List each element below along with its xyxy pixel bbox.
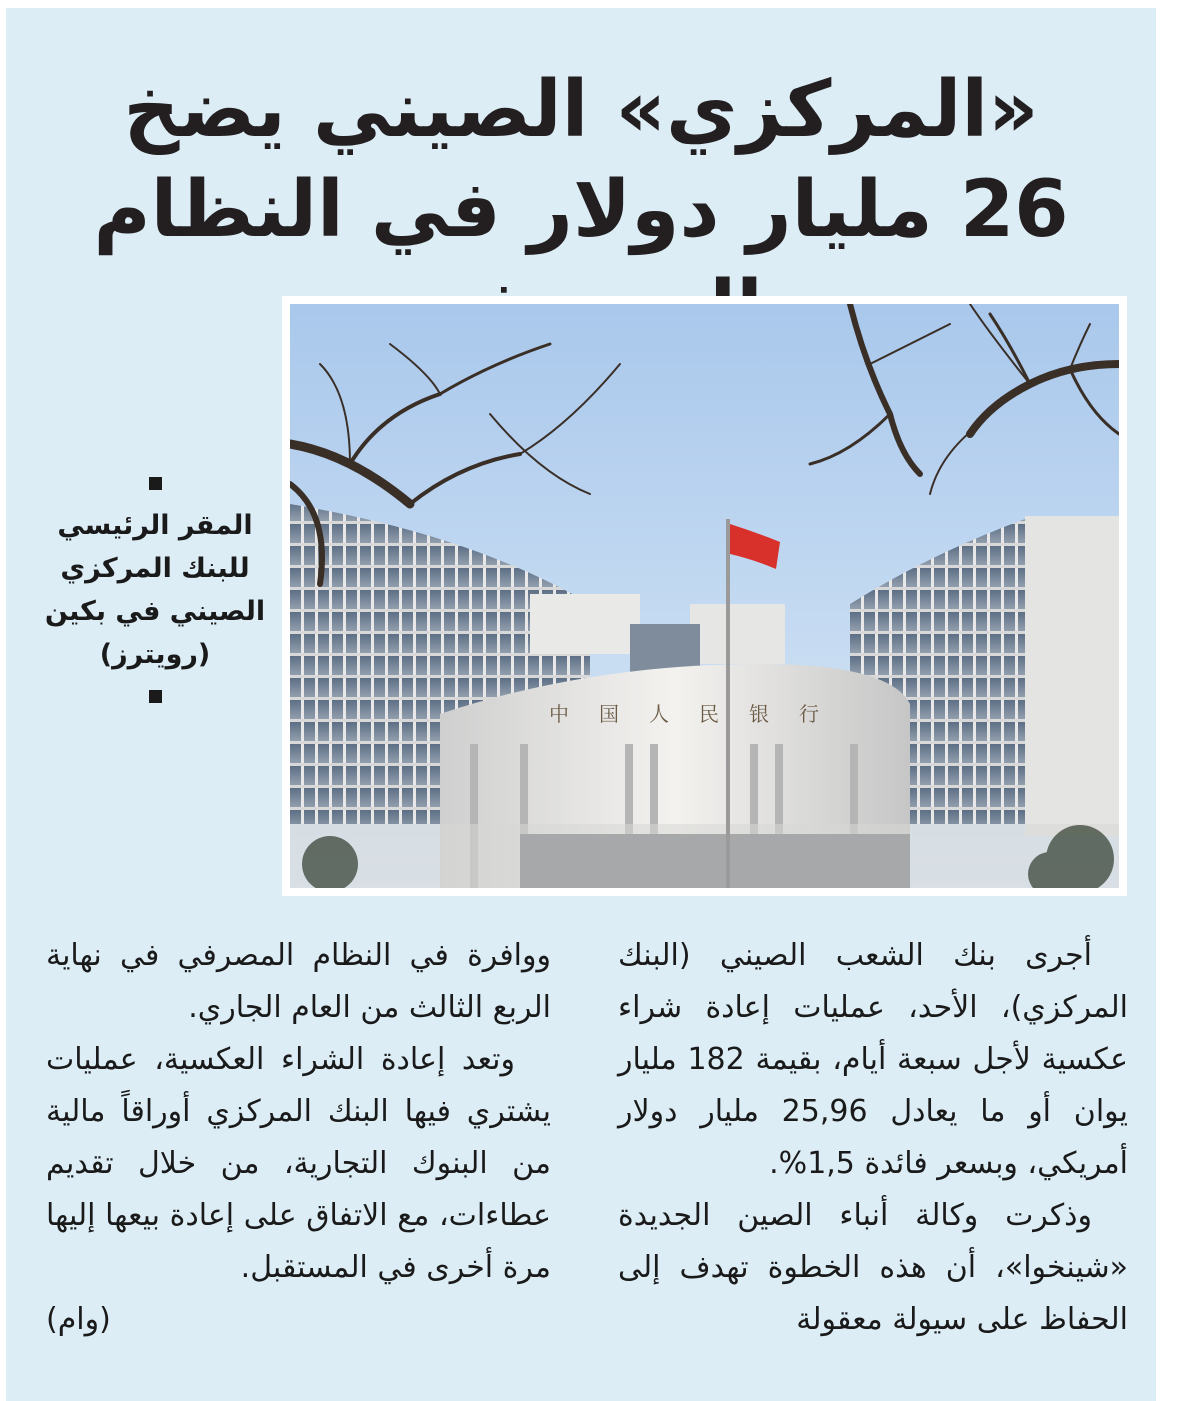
building-sign: 中国人民银行 [549, 702, 849, 726]
paragraph-3: ووافرة في النظام المصرفي في نهاية الربع الثالث من العام الجاري. [46, 938, 551, 1025]
caption-bullet-bottom [149, 690, 162, 703]
central-bank-photo [290, 304, 1119, 888]
caption-line-3: الصيني في بكين [44, 596, 266, 627]
photo-caption [40, 463, 270, 717]
caption-bullet-top [149, 477, 162, 490]
article-column-left [46, 930, 551, 1346]
paragraph-2: وذكرت وكالة أنباء الصين الجديدة «شينخوا»، أن هذه الخطوة تهدف إلى الحفاظ على سيولة معقولة [618, 1198, 1128, 1337]
paragraph-1: أجرى بنك الشعب الصيني (البنك المركزي)، الأحد، عمليات إعادة شراء عكسية لأجل سبعة أيام، بقيمة 182 مليار يوان أو ما يعادل 25,96 مليار دولار أمريكي، وبسعر فائدة 1,5%. [618, 938, 1129, 1181]
caption-line-2: للبنك المركزي [60, 553, 250, 584]
article-source: (وام) [46, 1302, 111, 1337]
caption-line-1: المقر الرئيسي [57, 510, 253, 541]
paragraph-4: وتعد إعادة الشراء العكسية، عمليات يشتري فيها البنك المركزي أوراقاً مالية من البنوك التجارية، من خلال تقديم عطاءات، مع الاتفاق على إعادة بيعها إليها مرة أخرى في المستقبل. [46, 1042, 551, 1285]
photo-frame [282, 296, 1127, 896]
article-page [6, 8, 1156, 1401]
article-column-right [618, 930, 1128, 1346]
caption-source: (رويترز) [99, 639, 211, 670]
headline-line-1: «المركزي» الصيني يضخ [123, 65, 1039, 155]
headline-line-2: 26 مليار دولار في النظام [93, 165, 1069, 255]
